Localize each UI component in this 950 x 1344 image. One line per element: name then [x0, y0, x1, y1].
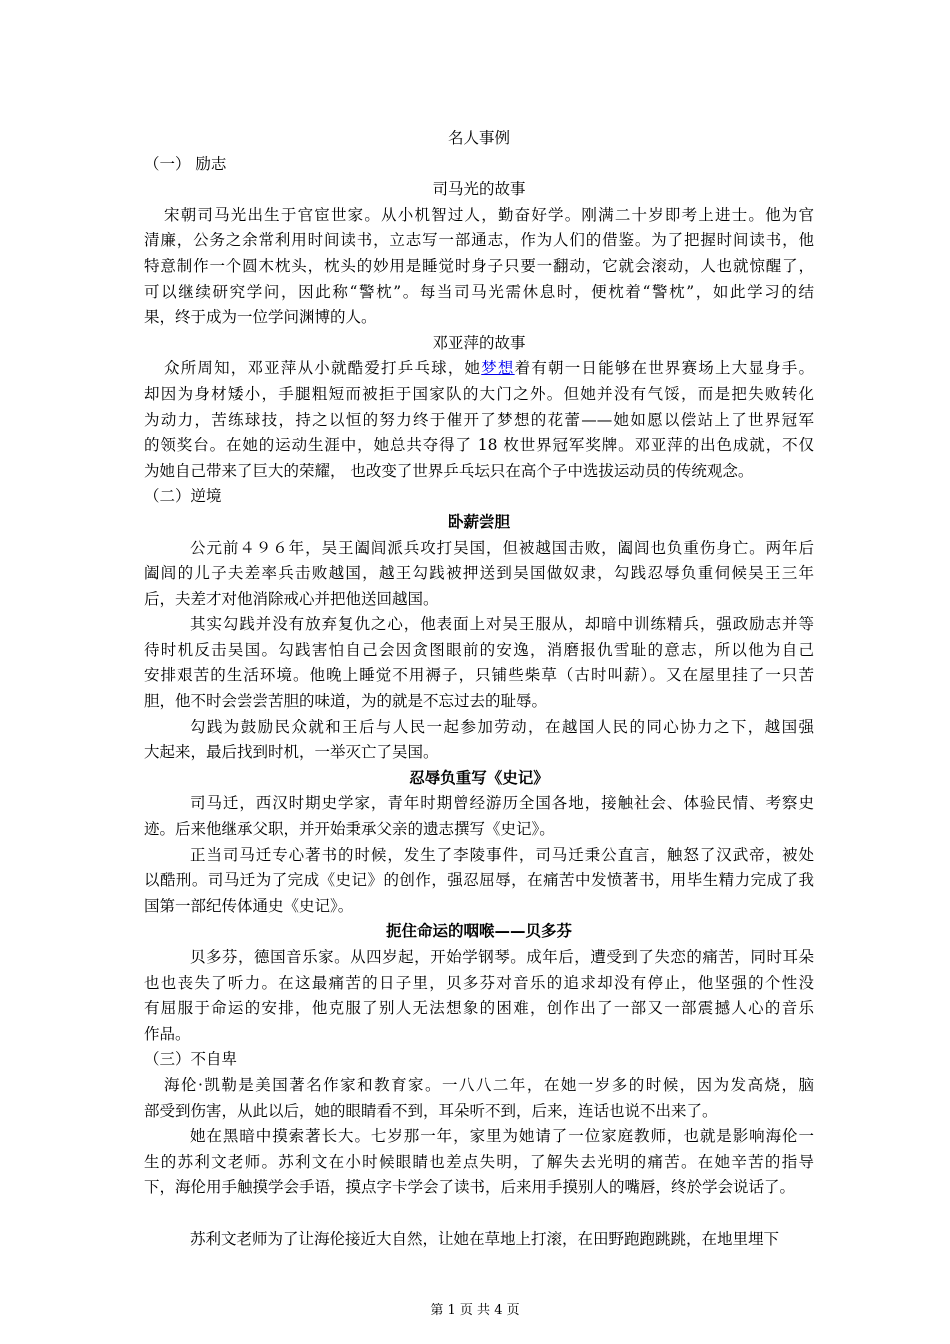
paragraph-line: 部受到伤害，从此以后，她的眼睛看不到，耳朵听不到，后来，连话也说不出来了。	[144, 1101, 718, 1120]
paragraph-line: 却因为身材矮小，手腿粗短而被拒于国家队的大门之外。但她并没有气馁，而是把失败转化	[144, 384, 814, 403]
section-heading-2: （二）逆境	[144, 487, 222, 506]
section-heading-1: （一） 励志	[144, 154, 227, 173]
paragraph-line: 生的苏利文老师。苏利文在小时候眼睛也差点失明，了解失去光明的痛苦。在她辛苦的指导	[144, 1152, 814, 1171]
paragraph-line: 宋朝司马光出生于官宦世家。从小机智过人，勤奋好学。刚满二十岁即考上进士。他为官	[164, 205, 814, 224]
paragraph-line: 贝多芬，德国音乐家。从四岁起，开始学钢琴。成年后，遭受到了失恋的痛苦，同时耳朵	[190, 948, 814, 966]
page-content	[144, 126, 814, 1252]
paragraph-line: 苏利文老师为了让海伦接近大自然，让她在草地上打滚，在田野跑跑跳跳，在地里埋下	[190, 1229, 780, 1248]
page-footer: 第 1 页 共 4 页	[430, 1303, 520, 1318]
paragraph-line: 她在黑暗中摸索著长大。七岁那一年，家里为她请了一位家庭教师，也就是影响海伦一	[190, 1127, 814, 1146]
paragraph-line: 也也丧失了听力。在这最痛苦的日子里，贝多芬对音乐的追求却没有停止，他坚强的个性没	[144, 973, 814, 992]
paragraph-line: 有屈服于命运的安排，他克服了别人无法想象的困难，创作出了一部又一部震撼人心的音乐	[144, 999, 814, 1018]
story-body-helen-keller	[144, 1073, 814, 1252]
story-body-beethoven	[144, 945, 814, 1047]
paragraph-line: 国第一部纪传体通史《史记》。	[144, 896, 354, 915]
paragraph-line: 胆，他不时会尝尝苦胆的味道，为的就是不忘过去的耻辱。	[144, 692, 548, 711]
paragraph-line: 为动力，苦练球技，持之以恒的努力终于催开了梦想的花蕾——她如愿以偿站上了世界冠军	[144, 410, 814, 429]
text-span: 着有朝一日能够在世界赛场上大显身手。	[514, 359, 814, 378]
paragraph-line: 作品。	[144, 1024, 191, 1043]
paragraph-line	[144, 356, 814, 382]
story-body-woxin-changdan	[144, 536, 814, 766]
paragraph-line: 其实勾践并没有放弃复仇之心，他表面上对吴王服从，却暗中训练精兵，强政励志并等	[190, 615, 814, 634]
paragraph-line: 后，夫差才对他消除戒心并把他送回越国。	[144, 589, 439, 608]
story-body-deng-yaping	[144, 356, 814, 484]
paragraph-line: 安排艰苦的生活环境。他晚上睡觉不用褥子，只铺些柴草（古时叫薪）。又在屋里挂了一只苦	[144, 666, 814, 685]
paragraph-gap	[144, 1201, 814, 1227]
paragraph-line: 正当司马迁专心著书的时候，发生了李陵事件，司马迁秉公直言，触怒了汉武帝，被处	[190, 845, 814, 864]
story-title-sima-guang: 司马光的故事	[432, 180, 526, 199]
paragraph-line: 果，终于成为一位学问渊博的人。	[144, 308, 377, 327]
paragraph-line: 大起来，最后找到时机，一举灭亡了吴国。	[144, 743, 439, 762]
paragraph-line: 可以继续研究学问，因此称“警枕”。每当司马光需休息时，便枕着“警枕”，如此学习的结	[144, 282, 814, 301]
paragraph-line: 司马迁，西汉时期史学家，青年时期曾经游历全国各地，接触社会、体验民情、考察史	[190, 794, 814, 813]
story-body-sima-guang	[144, 203, 814, 331]
document-title: 名人事例	[447, 129, 510, 147]
paragraph-line: 海伦·凯勒是美国著名作家和教育家。一八八二年，在她一岁多的时候，因为发高烧，脑	[164, 1075, 814, 1094]
story-title-shiji: 忍辱负重写《史记》	[409, 768, 549, 787]
section-heading-3: （三）不自卑	[144, 1050, 238, 1069]
paragraph-line: 迹。后来他继承父职，并开始秉承父亲的遗志撰写《史记》。	[144, 820, 555, 839]
paragraph-line: 以酷刑。司马迁为了完成《史记》的创作，强忍屈辱，在痛苦中发愤著书，用毕生精力完成了我	[144, 871, 814, 890]
story-title-beethoven: 扼住命运的咽喉——贝多芬	[385, 922, 572, 941]
paragraph-line: 待时机反击吴国。勾践害怕自己会因贪图眼前的安逸，消磨报仇雪耻的意志，所以他为自己	[144, 640, 814, 659]
paragraph-line: 的领奖台。在她的运动生涯中，她总共夺得了 18 枚世界冠军奖牌。邓亚萍的出色成就，不仅	[144, 436, 814, 455]
paragraph-line: 公元前４９６年，吴王阖闾派兵攻打吴国，但被越国击败，阖闾也负重伤身亡。两年后	[190, 538, 814, 557]
story-title-deng-yaping: 邓亚萍的故事	[432, 333, 526, 352]
paragraph-line: 下，海伦用手触摸学会手语，摸点字卡学会了读书，后来用手摸别人的嘴唇，终於学会说话了。	[144, 1178, 796, 1197]
paragraph-line: 勾践为鼓励民众就和王后与人民一起参加劳动，在越国人民的同心协力之下，越国强	[190, 717, 814, 736]
story-body-shiji	[144, 791, 814, 919]
paragraph-line: 阖闾的儿子夫差率兵击败越国，越王勾践被押送到吴国做奴隶，勾践忍辱负重伺候吴王三年	[144, 564, 814, 583]
paragraph-line: 清廉，公务之余常利用时间读书，立志写一部通志，作为人们的借鉴。为了把握时间读书，他	[144, 231, 814, 250]
text-span: 众所周知，邓亚萍从小就酷爱打乒乓球，她	[164, 359, 482, 378]
story-title-woxin-changdan: 卧薪尝胆	[447, 512, 510, 531]
paragraph-line: 为她自己带来了巨大的荣耀， 也改变了世界乒乓坛只在高个子中选拔运动员的传统观念。	[144, 461, 754, 480]
paragraph-line: 特意制作一个圆木枕头，枕头的妙用是睡觉时身子只要一翻动，它就会滚动，人也就惊醒了，	[144, 256, 814, 275]
dream-link[interactable]: 梦想	[481, 359, 515, 378]
